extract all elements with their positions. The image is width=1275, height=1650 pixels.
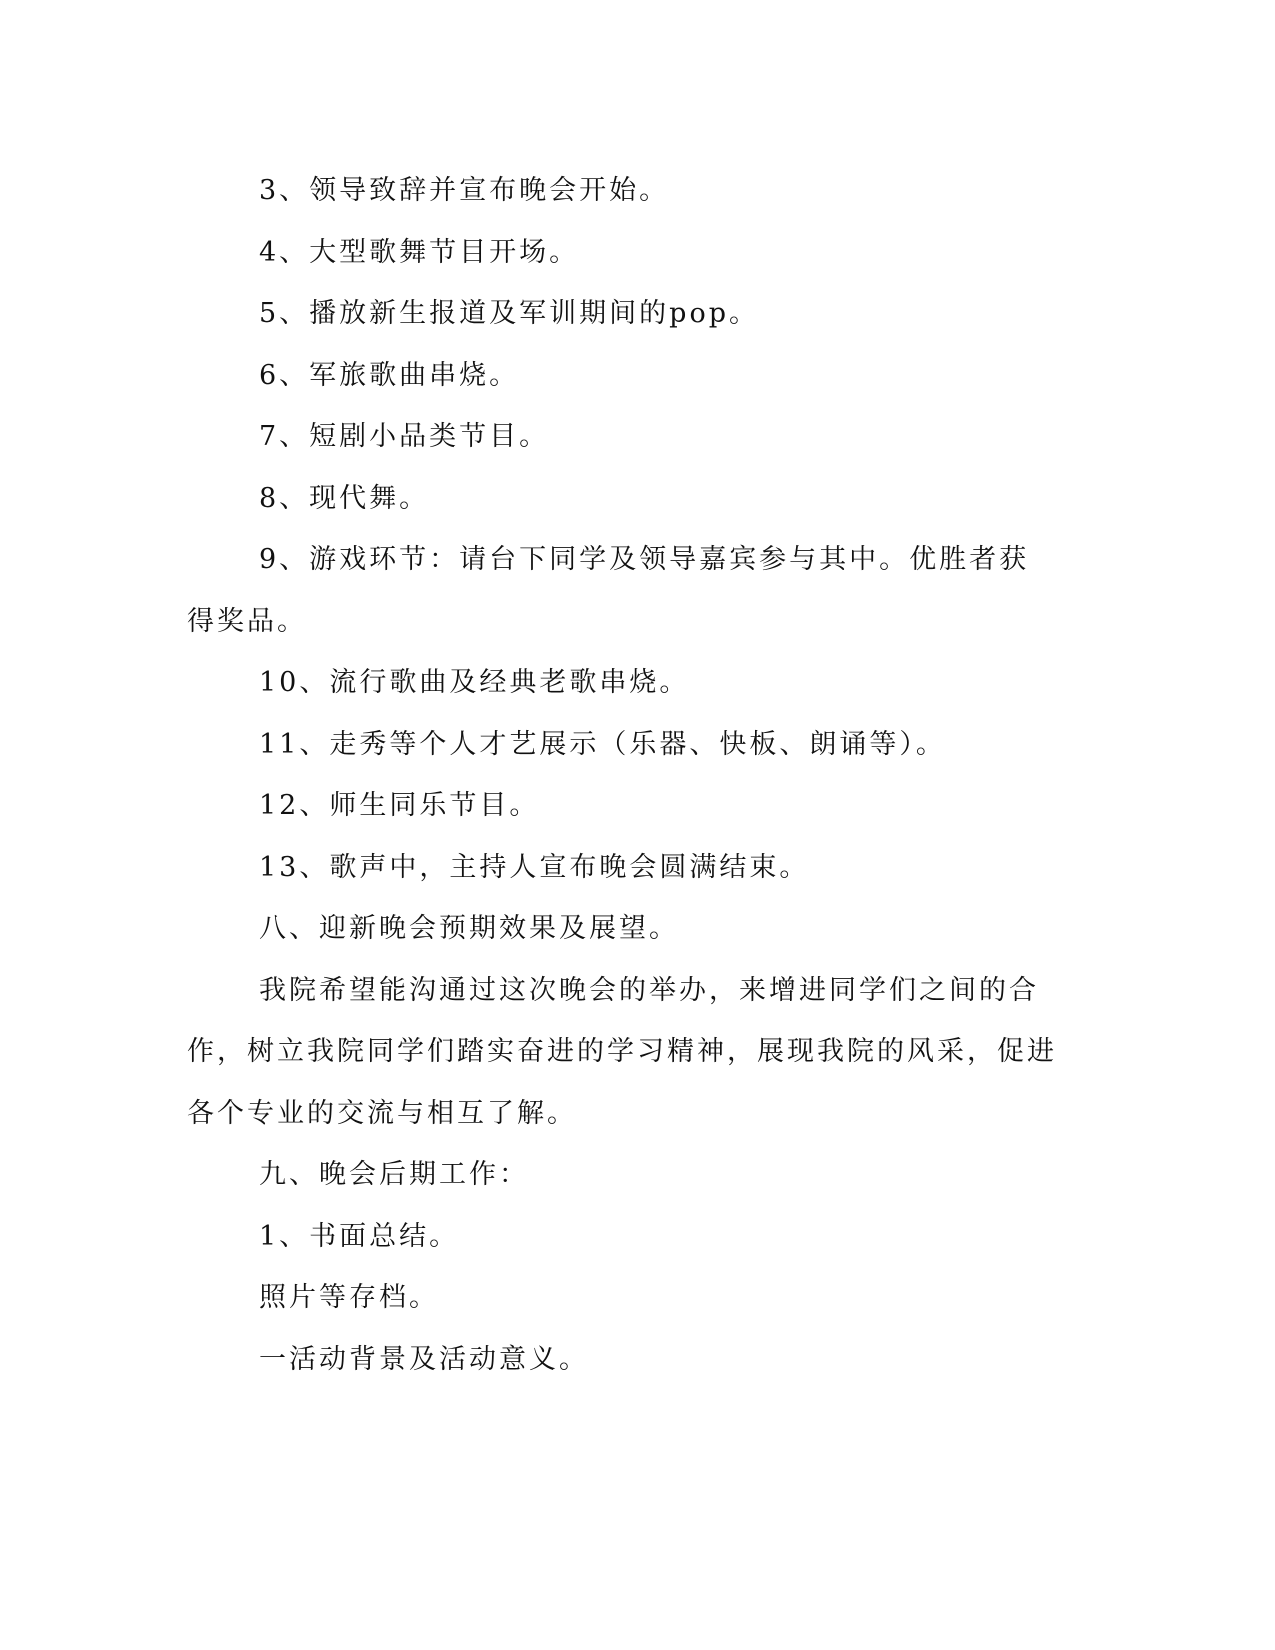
paragraph-item-12: 12、师生同乐节目。 — [259, 790, 540, 821]
paragraph-item-11: 11、走秀等个人才艺展示（乐器、快板、朗诵等）。 — [259, 728, 946, 760]
paragraph-item-8: 8、现代舞。 — [259, 482, 430, 514]
paragraph-item-6: 6、军旅歌曲串烧。 — [259, 359, 520, 391]
paragraph-archive: 照片等存档。 — [259, 1282, 439, 1313]
section-heading-9: 九、晚会后期工作： — [259, 1159, 529, 1190]
paragraph-item-10: 10、流行歌曲及经典老歌串烧。 — [259, 667, 690, 698]
paragraph-item-5: 5、播放新生报道及军训期间的pop。 — [259, 298, 760, 329]
paragraph-item-3: 3、领导致辞并宣布晚会开始。 — [259, 175, 670, 206]
paragraph-expectation: 我院希望能沟通过这次晚会的举办，来增进同学们之间的合作，树立我院同学们踏实奋进的学习精神，展现我院的风采，促进各个专业的交流与相互了解。 — [187, 974, 1057, 1129]
paragraph-background: 一活动背景及活动意义。 — [259, 1343, 589, 1375]
paragraph-summary: 1、书面总结。 — [259, 1220, 460, 1252]
paragraph-item-7: 7、短剧小品类节目。 — [259, 421, 550, 452]
section-heading-8: 八、迎新晚会预期效果及展望。 — [259, 913, 679, 944]
paragraph-item-13: 13、歌声中，主持人宣布晚会圆满结束。 — [259, 851, 810, 883]
document-body — [187, 160, 1057, 1390]
paragraph-item-9: 9、游戏环节：请台下同学及领导嘉宾参与其中。优胜者获得奖品。 — [187, 544, 1030, 637]
paragraph-item-4: 4、大型歌舞节目开场。 — [259, 236, 580, 268]
